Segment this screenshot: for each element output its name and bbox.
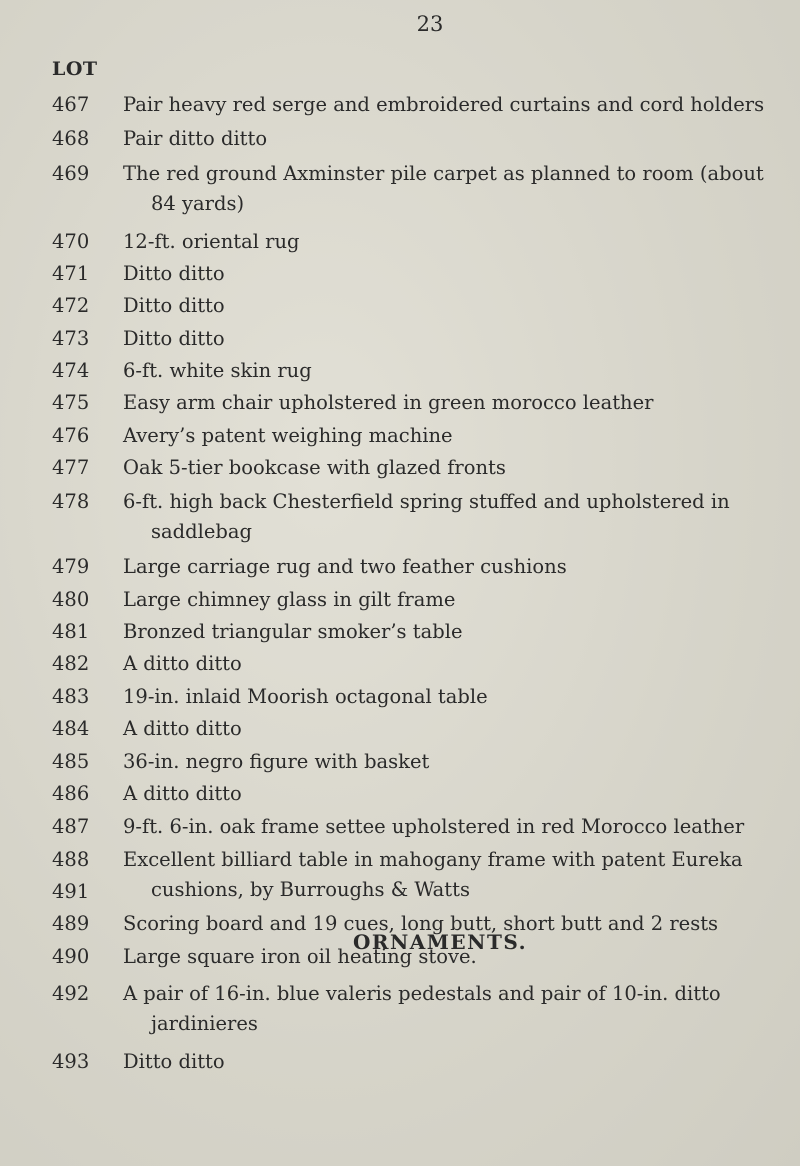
lot-number: 475 (52, 391, 90, 414)
lot-description (123, 649, 788, 679)
lot-number: 484 (52, 717, 90, 740)
lot-description (123, 291, 788, 321)
lot-number: 474 (52, 359, 90, 382)
lot-number: 477 (52, 456, 90, 479)
lot-description-continuation: cushions, by Burroughs & Watts (151, 878, 470, 901)
lot-description-line: Large chimney glass in gilt frame (123, 588, 456, 611)
lot-description-line: Ditto ditto (123, 294, 225, 317)
lot-description-line: Ditto ditto (123, 262, 225, 285)
lot-description (123, 421, 788, 451)
lot-number: 492 (52, 982, 90, 1005)
lot-description (123, 227, 788, 257)
lot-number: 488 (52, 848, 90, 871)
lot-number: 490 (52, 945, 90, 968)
lot-description-line: Bronzed triangular smoker’s table (123, 620, 463, 643)
lot-description-line: 6-ft. high back Chesterfield spring stuffed and upholstered in (123, 490, 730, 513)
lot-description-continuation: jardinieres (151, 1012, 258, 1035)
section-heading: ORNAMENTS. (352, 930, 528, 954)
lot-number: 469 (52, 162, 90, 185)
lot-description-line: Scoring board and 19 cues, long butt, short butt and 2 rests (123, 912, 719, 935)
lot-number: 483 (52, 685, 90, 708)
orphan-lot-number: 491 (52, 880, 90, 903)
lot-description-line: 9-ft. 6-in. oak frame settee upholstered in red Morocco leather (123, 815, 745, 838)
lot-number: 478 (52, 490, 90, 513)
lot-column-header: LOT (52, 58, 98, 80)
lot-number: 485 (52, 750, 90, 773)
lot-description (123, 682, 788, 712)
lot-description (123, 617, 788, 647)
lot-number: 486 (52, 782, 90, 805)
lot-description-line: Ditto ditto (123, 1050, 225, 1073)
lot-number: 479 (52, 555, 90, 578)
lot-description-line: A pair of 16-in. blue valeris pedestals and pair of 10-in. ditto (123, 982, 721, 1005)
lot-description-line: 12-ft. oriental rug (123, 230, 300, 253)
lot-number: 481 (52, 620, 90, 643)
lot-number: 467 (52, 93, 90, 116)
lot-description (123, 585, 788, 615)
lot-description-line: A ditto ditto (123, 782, 242, 805)
lot-description (123, 388, 788, 418)
lot-number: 476 (52, 424, 90, 447)
lot-description (123, 453, 788, 483)
page-number: 23 (416, 12, 444, 36)
lot-number: 480 (52, 588, 90, 611)
lot-description-line: Large carriage rug and two feather cushions (123, 555, 567, 578)
lot-description-line: 19-in. inlaid Moorish octagonal table (123, 685, 488, 708)
lot-description-line: 6-ft. white skin rug (123, 359, 312, 382)
lot-description-line: A ditto ditto (123, 652, 242, 675)
lot-number: 468 (52, 127, 90, 150)
lot-description-line: Avery’s patent weighing machine (123, 424, 453, 447)
lot-description-continuation: saddlebag (151, 520, 252, 543)
lot-description-line: Oak 5-tier bookcase with glazed fronts (123, 456, 506, 479)
lot-description-continuation: 84 yards) (151, 192, 245, 215)
lot-description-line: Excellent billiard table in mahogany frame with patent Eureka (123, 848, 743, 871)
lot-description (123, 324, 788, 354)
lot-description (123, 124, 788, 154)
lot-description (123, 1047, 788, 1077)
lot-number: 482 (52, 652, 90, 675)
lot-description-line: A ditto ditto (123, 717, 242, 740)
lot-number: 472 (52, 294, 90, 317)
lot-description (123, 812, 788, 842)
lot-number: 471 (52, 262, 90, 285)
lot-description-line: Easy arm chair upholstered in green morocco leather (123, 391, 654, 414)
lot-description (123, 845, 788, 905)
lot-description (123, 552, 788, 582)
lot-description-line: Large square iron oil heating stove. (123, 945, 477, 968)
lot-description (123, 747, 788, 777)
lot-description (123, 487, 788, 547)
lot-number: 487 (52, 815, 90, 838)
lot-description-line: Pair heavy red serge and embroidered curtains and cord holders (123, 93, 765, 116)
lot-description (123, 779, 788, 809)
lot-description-line: 36-in. negro figure with basket (123, 750, 430, 773)
lot-description-line: Ditto ditto (123, 327, 225, 350)
lot-number: 470 (52, 230, 90, 253)
lot-description (123, 159, 788, 219)
lot-description (123, 259, 788, 289)
lot-description-line: The red ground Axminster pile carpet as planned to room (about (123, 162, 764, 185)
lot-description (123, 979, 788, 1039)
lot-description (123, 714, 788, 744)
lot-description (123, 90, 788, 120)
lot-description (123, 356, 788, 386)
lot-description-line: Pair ditto ditto (123, 127, 268, 150)
lot-number: 489 (52, 912, 90, 935)
lot-number: 493 (52, 1050, 90, 1073)
lot-number: 473 (52, 327, 90, 350)
